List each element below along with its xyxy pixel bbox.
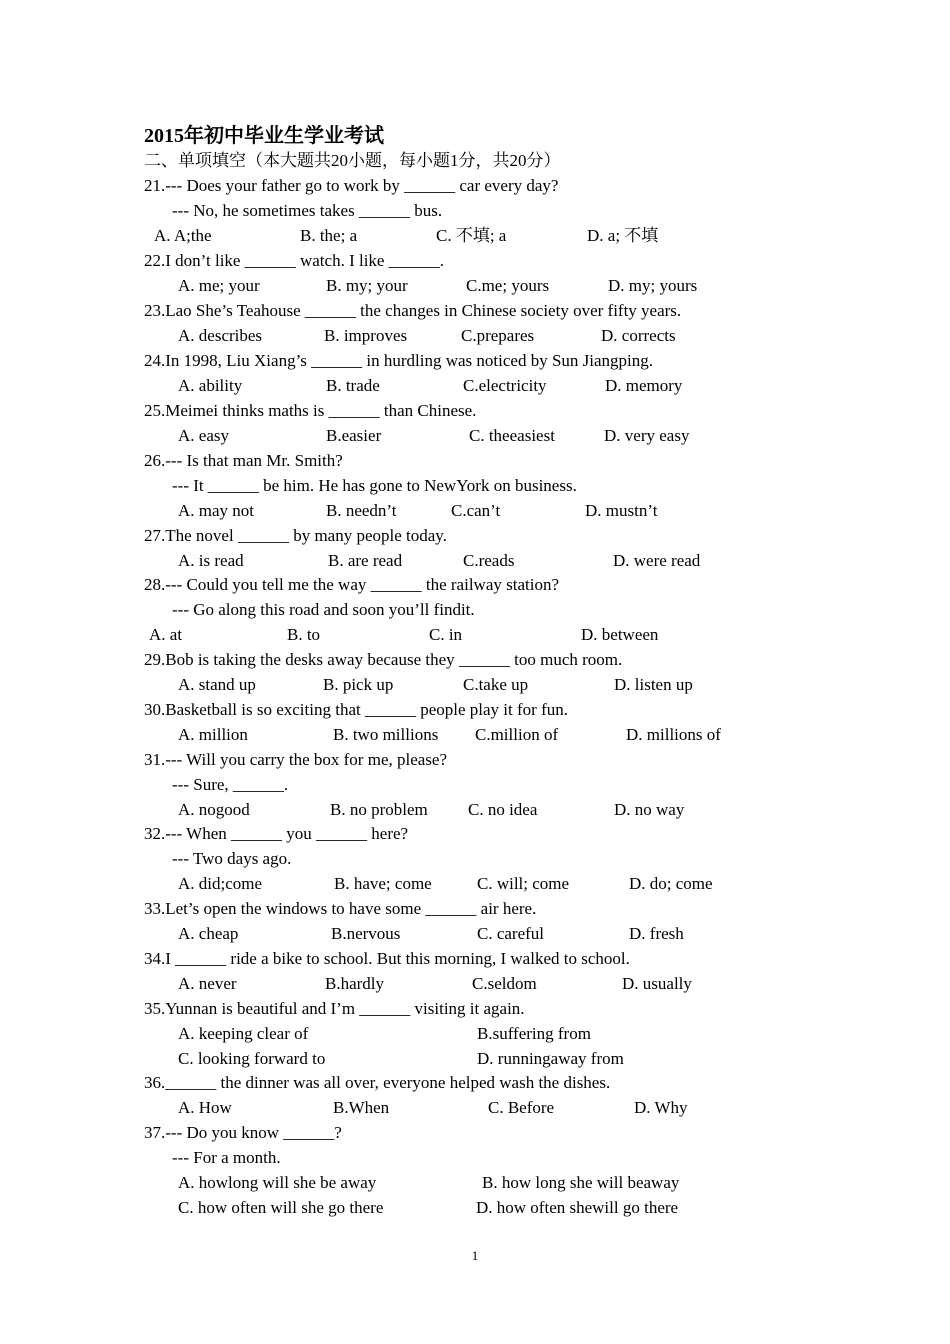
question-28-reply: --- Go along this road and soon you’ll findit. bbox=[172, 600, 475, 619]
q31-option-d: D. no way bbox=[614, 800, 685, 819]
q26-option-b: B. needn’t bbox=[326, 501, 397, 520]
q24-option-d: D. memory bbox=[605, 376, 683, 395]
q32-option-c: C. will; come bbox=[477, 874, 570, 893]
q26-option-a: A. may not bbox=[178, 501, 255, 520]
q24-option-b: B. trade bbox=[326, 376, 380, 395]
q29-option-a: A. stand up bbox=[178, 675, 256, 694]
q22-option-b: B. my; your bbox=[326, 276, 408, 295]
q37-option-d: D. how often shewill go there bbox=[476, 1198, 679, 1217]
q36-option-a: A. How bbox=[178, 1098, 232, 1117]
q33-option-c: C. careful bbox=[477, 924, 545, 943]
q33-option-a: A. cheap bbox=[178, 924, 239, 943]
q29-option-c: C.take up bbox=[463, 675, 529, 694]
question-21: 21.--- Does your father go to work by ______ car every day? bbox=[144, 176, 559, 195]
q23-option-a: A. describes bbox=[178, 326, 263, 345]
question-27: 27.The novel ______ by many people today. bbox=[144, 526, 447, 545]
q33-option-d: D. fresh bbox=[629, 924, 684, 943]
question-29: 29.Bob is taking the desks away because they ______ too much room. bbox=[144, 650, 623, 669]
question-32: 32.--- When ______ you ______ here? bbox=[144, 824, 409, 843]
question-37-reply: --- For a month. bbox=[172, 1148, 281, 1167]
question-35: 35.Yunnan is beautiful and I’m ______ visiting it again. bbox=[144, 999, 525, 1018]
question-25: 25.Meimei thinks maths is ______ than Chinese. bbox=[144, 401, 477, 420]
question-36: 36.______ the dinner was all over, everyone helped wash the dishes. bbox=[144, 1073, 611, 1092]
q24-option-c: C.electricity bbox=[463, 376, 547, 395]
q24-option-a: A. ability bbox=[178, 376, 243, 395]
q30-option-b: B. two millions bbox=[333, 725, 439, 744]
q34-option-d: D. usually bbox=[622, 974, 692, 993]
q28-option-b: B. to bbox=[287, 625, 321, 644]
q22-option-a: A. me; your bbox=[178, 276, 260, 295]
q35-option-c: C. looking forward to bbox=[178, 1049, 326, 1068]
question-24: 24.In 1998, Liu Xiang’s ______ in hurdling was noticed by Sun Jiangping. bbox=[144, 351, 654, 370]
q33-option-b: B.nervous bbox=[331, 924, 401, 943]
q37-option-c: C. how often will she go there bbox=[178, 1198, 384, 1217]
q21-option-d: D. a; 不填 bbox=[587, 226, 659, 245]
q35-option-a: A. keeping clear of bbox=[178, 1024, 309, 1043]
q21-option-b: B. the; a bbox=[300, 226, 358, 245]
question-32-reply: --- Two days ago. bbox=[172, 849, 292, 868]
q31-option-a: A. nogood bbox=[178, 800, 250, 819]
q34-option-b: B.hardly bbox=[325, 974, 385, 993]
q27-option-c: C.reads bbox=[463, 551, 515, 570]
q34-option-c: C.seldom bbox=[472, 974, 537, 993]
q22-option-d: D. my; yours bbox=[608, 276, 698, 295]
section-heading: 二、单项填空（本大题共20小题，每小题1分，共20分） bbox=[144, 151, 561, 170]
q23-option-c: C.prepares bbox=[461, 326, 535, 345]
q25-option-a: A. easy bbox=[178, 426, 229, 445]
q28-option-d: D. between bbox=[581, 625, 659, 644]
q25-option-c: C. theeasiest bbox=[469, 426, 555, 445]
q23-option-d: D. corrects bbox=[601, 326, 676, 345]
q32-option-d: D. do; come bbox=[629, 874, 713, 893]
q21-option-c: C. 不填; a bbox=[436, 226, 507, 245]
q35-option-b: B.suffering from bbox=[477, 1024, 591, 1043]
q31-option-b: B. no problem bbox=[330, 800, 428, 819]
q29-option-d: D. listen up bbox=[614, 675, 693, 694]
q25-option-b: B.easier bbox=[326, 426, 382, 445]
q30-option-d: D. millions of bbox=[626, 725, 721, 744]
q25-option-d: D. very easy bbox=[604, 426, 690, 445]
question-28: 28.--- Could you tell me the way ______ the railway station? bbox=[144, 575, 559, 594]
q32-option-a: A. did;come bbox=[178, 874, 263, 893]
question-26-reply: --- It ______ be him. He has gone to NewYork on business. bbox=[172, 476, 577, 495]
question-21-reply: --- No, he sometimes takes ______ bus. bbox=[172, 201, 443, 220]
q34-option-a: A. never bbox=[178, 974, 237, 993]
q37-option-b: B. how long she will beaway bbox=[482, 1173, 680, 1192]
question-22: 22.I don’t like ______ watch. I like ______. bbox=[144, 251, 444, 270]
q26-option-d: D. mustn’t bbox=[585, 501, 658, 520]
q26-option-c: C.can’t bbox=[451, 501, 501, 520]
question-34: 34.I ______ ride a bike to school. But this morning, I walked to school. bbox=[144, 949, 630, 968]
q27-option-d: D. were read bbox=[613, 551, 701, 570]
question-37: 37.--- Do you know ______? bbox=[144, 1123, 342, 1142]
q35-option-d: D. runningaway from bbox=[477, 1049, 624, 1068]
question-31-reply: --- Sure, ______. bbox=[172, 775, 289, 794]
exam-title: 2015年初中毕业生学业考试 bbox=[144, 125, 384, 147]
page-number: 1 bbox=[471, 1248, 479, 1263]
question-31: 31.--- Will you carry the box for me, please? bbox=[144, 750, 448, 769]
q36-option-b: B.When bbox=[333, 1098, 390, 1117]
q30-option-a: A. million bbox=[178, 725, 248, 744]
q36-option-c: C. Before bbox=[488, 1098, 555, 1117]
q30-option-c: C.million of bbox=[475, 725, 559, 744]
question-26: 26.--- Is that man Mr. Smith? bbox=[144, 451, 343, 470]
question-30: 30.Basketball is so exciting that ______ people play it for fun. bbox=[144, 700, 568, 719]
q37-option-a: A. howlong will she be away bbox=[178, 1173, 377, 1192]
q28-option-a: A. at bbox=[149, 625, 183, 644]
q36-option-d: D. Why bbox=[634, 1098, 688, 1117]
question-33: 33.Let’s open the windows to have some ______ air here. bbox=[144, 899, 537, 918]
q21-option-a: A. A;the bbox=[154, 226, 212, 245]
q22-option-c: C.me; yours bbox=[466, 276, 550, 295]
q23-option-b: B. improves bbox=[324, 326, 408, 345]
q29-option-b: B. pick up bbox=[323, 675, 394, 694]
q31-option-c: C. no idea bbox=[468, 800, 538, 819]
q27-option-b: B. are read bbox=[328, 551, 403, 570]
q27-option-a: A. is read bbox=[178, 551, 244, 570]
q28-option-c: C. in bbox=[429, 625, 463, 644]
q32-option-b: B. have; come bbox=[334, 874, 432, 893]
question-23: 23.Lao She’s Teahouse ______ the changes in Chinese society over fifty years. bbox=[144, 301, 682, 320]
